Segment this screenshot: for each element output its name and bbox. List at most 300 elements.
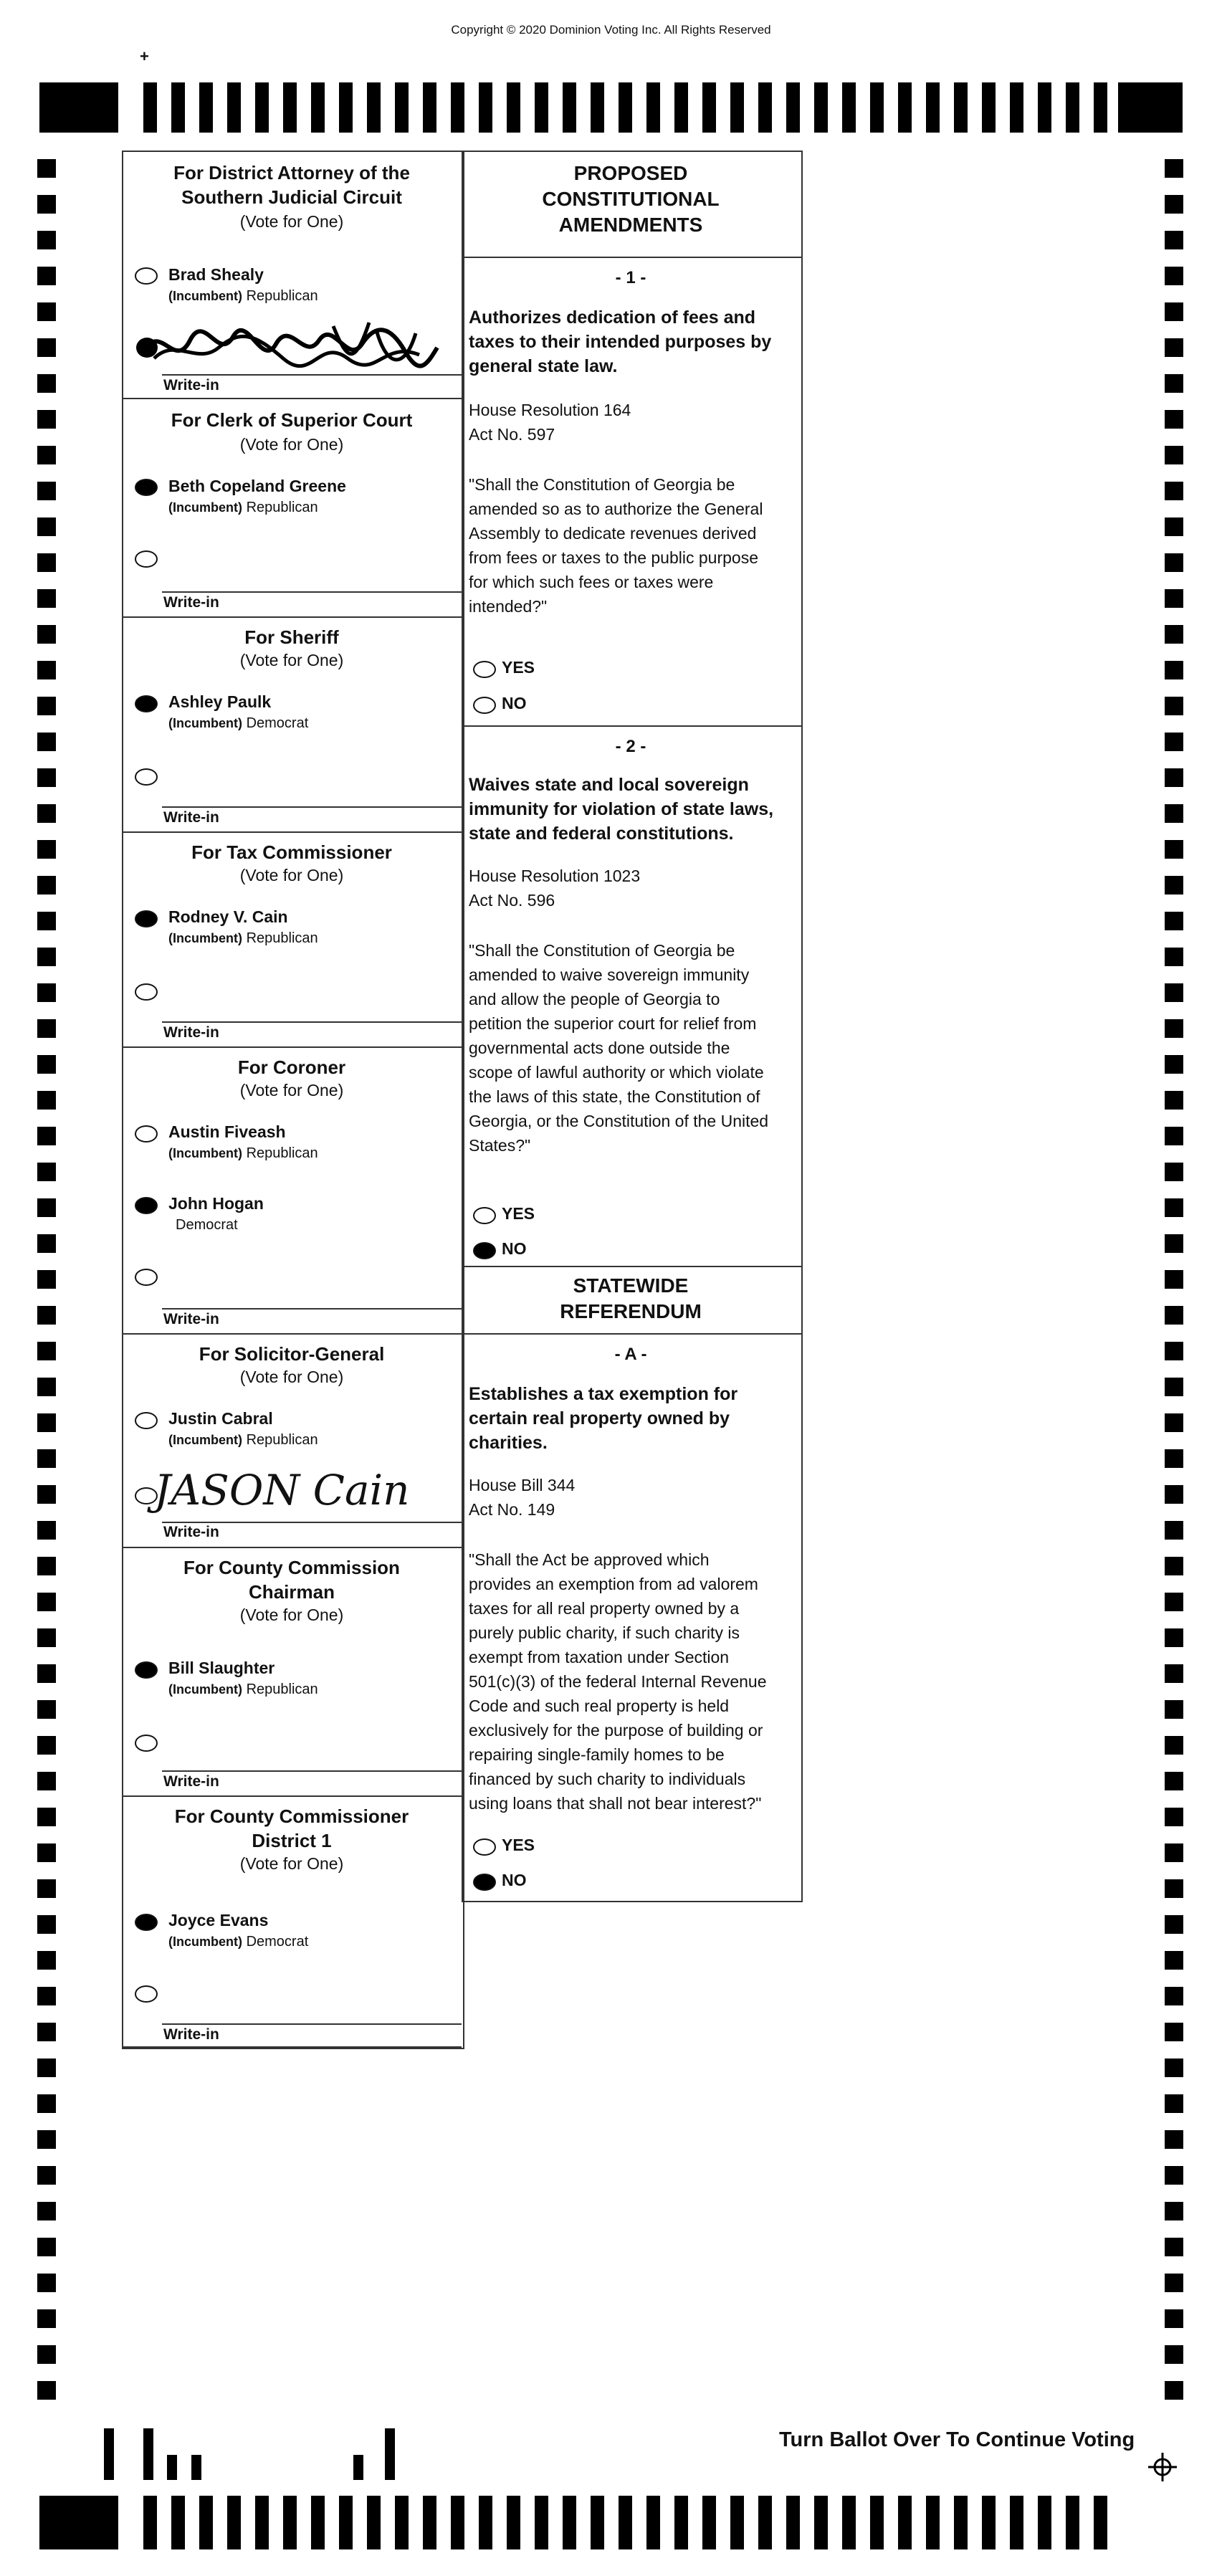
timing-square bbox=[37, 625, 56, 644]
contest-title: District 1 bbox=[252, 1830, 332, 1851]
timing-square bbox=[37, 267, 56, 285]
candidate-party bbox=[168, 930, 318, 947]
timing-square bbox=[37, 1306, 56, 1325]
registration-plus-mark: + bbox=[140, 47, 149, 65]
amendment-summary: Authorizes dedication of fees and bbox=[469, 307, 756, 328]
contest-title: For Clerk of Superior Court bbox=[171, 409, 413, 431]
section-divider bbox=[462, 257, 801, 258]
timing-square bbox=[1165, 1808, 1183, 1826]
write-in-line[interactable] bbox=[162, 591, 462, 593]
candidate-party bbox=[168, 715, 308, 732]
timing-tick bbox=[395, 2496, 409, 2549]
timing-tick bbox=[535, 2496, 548, 2549]
write-in-line[interactable] bbox=[162, 1770, 462, 1772]
vote-for-instruction: (Vote for One) bbox=[239, 651, 344, 669]
timing-square bbox=[1165, 1342, 1183, 1360]
vote-oval-write-in[interactable] bbox=[135, 550, 158, 568]
write-in-label: Write-in bbox=[163, 1773, 219, 1790]
timing-tick bbox=[1010, 82, 1023, 133]
amendment-summary: taxes to their intended purposes by bbox=[469, 332, 772, 352]
timing-tick bbox=[367, 82, 381, 133]
vote-oval-write-in[interactable] bbox=[135, 768, 158, 786]
timing-tick bbox=[1038, 2496, 1051, 2549]
timing-tick bbox=[171, 82, 185, 133]
vote-for-instruction: (Vote for One) bbox=[239, 1606, 344, 1624]
timing-square bbox=[1165, 2023, 1183, 2041]
timing-square bbox=[1165, 1449, 1183, 1468]
timing-square bbox=[1165, 1700, 1183, 1719]
party-label: Republican bbox=[246, 1681, 318, 1697]
question-text: Georgia, or the Constitution of the United bbox=[469, 1112, 769, 1130]
timing-square bbox=[1165, 1234, 1183, 1253]
candidate-party bbox=[168, 1145, 318, 1162]
left-timing-marks bbox=[37, 0, 56, 2576]
timing-square bbox=[37, 2345, 56, 2364]
question-text: exclusively for the purpose of building or bbox=[469, 1721, 763, 1740]
timing-tick bbox=[591, 82, 604, 133]
candidate-name: Justin Cabral bbox=[168, 1409, 273, 1428]
vote-oval-brad-shealy[interactable] bbox=[135, 267, 158, 285]
question-text: Assembly to dedicate revenues derived bbox=[469, 524, 757, 543]
timing-tick bbox=[870, 82, 884, 133]
timing-tick bbox=[199, 82, 213, 133]
timing-tick bbox=[898, 82, 912, 133]
timing-square bbox=[1165, 1485, 1183, 1504]
ballot-code-bars bbox=[104, 2423, 405, 2480]
vote-oval-referendum-no[interactable] bbox=[473, 1874, 496, 1891]
write-in-label: Write-in bbox=[163, 1311, 219, 1327]
vote-oval-justin-cabral[interactable] bbox=[135, 1412, 158, 1429]
timing-tick bbox=[339, 2496, 353, 2549]
contest-district-attorney bbox=[122, 151, 462, 399]
referendum-summary: charities. bbox=[469, 1433, 548, 1453]
contest-county-commissioner-district-1 bbox=[122, 1795, 462, 2048]
code-bar bbox=[353, 2455, 363, 2480]
timing-tick bbox=[954, 2496, 968, 2549]
right-timing-marks bbox=[1165, 0, 1183, 2576]
vote-oval-austin-fiveash[interactable] bbox=[135, 1125, 158, 1142]
contest-title: For Sheriff bbox=[244, 626, 339, 648]
timing-tick bbox=[730, 82, 744, 133]
amendment-summary: general state law. bbox=[469, 356, 618, 376]
timing-square bbox=[1165, 1306, 1183, 1325]
timing-tick bbox=[982, 2496, 996, 2549]
write-in-line[interactable] bbox=[162, 806, 462, 808]
vote-oval-write-in[interactable] bbox=[135, 983, 158, 1001]
timing-square bbox=[1165, 2309, 1183, 2328]
timing-square bbox=[1165, 1019, 1183, 1038]
timing-square bbox=[1165, 697, 1183, 715]
candidate-name: Rodney V. Cain bbox=[168, 907, 288, 926]
contest-clerk-superior-court bbox=[122, 398, 462, 618]
amendment-summary: Waives state and local sovereign bbox=[469, 775, 749, 795]
incumbent-label: (Incumbent) bbox=[168, 931, 242, 945]
timing-tick bbox=[255, 82, 269, 133]
timing-square bbox=[1165, 1270, 1183, 1289]
timing-square bbox=[1165, 1163, 1183, 1181]
incumbent-label: (Incumbent) bbox=[168, 289, 242, 303]
vote-for-instruction: (Vote for One) bbox=[239, 866, 344, 884]
write-in-label: Write-in bbox=[163, 1024, 219, 1041]
timing-square bbox=[37, 1808, 56, 1826]
vote-oval-write-in[interactable] bbox=[135, 1985, 158, 2003]
timing-tick bbox=[395, 82, 409, 133]
timing-square bbox=[1165, 733, 1183, 751]
timing-square bbox=[1165, 1091, 1183, 1110]
vote-oval-amendment2-yes[interactable] bbox=[473, 1207, 496, 1224]
timing-square bbox=[37, 1557, 56, 1575]
timing-square bbox=[37, 661, 56, 679]
amendments-heading: PROPOSED bbox=[573, 162, 688, 184]
timing-square bbox=[1165, 948, 1183, 966]
question-text: for which such fees or taxes were bbox=[469, 573, 714, 591]
timing-square bbox=[37, 1951, 56, 1970]
timing-square bbox=[1165, 482, 1183, 500]
vote-for-instruction: (Vote for One) bbox=[239, 1854, 344, 1873]
amendment-number: - 1 - bbox=[615, 268, 646, 287]
timing-square bbox=[1165, 195, 1183, 214]
timing-tick bbox=[758, 2496, 772, 2549]
timing-square bbox=[37, 2094, 56, 2113]
question-text: provides an exemption from ad valorem bbox=[469, 1575, 758, 1593]
timing-tick bbox=[367, 2496, 381, 2549]
timing-square bbox=[37, 195, 56, 214]
candidate-party bbox=[168, 1432, 318, 1449]
timing-square bbox=[1165, 1879, 1183, 1898]
timing-tick bbox=[619, 82, 632, 133]
timing-square bbox=[1165, 1593, 1183, 1611]
write-in-line[interactable] bbox=[162, 2023, 462, 2025]
code-bar bbox=[143, 2428, 153, 2480]
timing-square bbox=[37, 1915, 56, 1934]
candidate-party bbox=[168, 500, 318, 516]
timing-square bbox=[1165, 2345, 1183, 2364]
vote-oval-amendment1-no[interactable] bbox=[473, 697, 496, 714]
timing-tick bbox=[646, 2496, 660, 2549]
vote-oval-write-in[interactable] bbox=[135, 1269, 158, 1286]
scribbled-write-in bbox=[133, 319, 441, 376]
timing-tick bbox=[563, 2496, 576, 2549]
timing-tick bbox=[479, 2496, 492, 2549]
timing-square bbox=[37, 2381, 56, 2400]
timing-tick bbox=[339, 82, 353, 133]
timing-square bbox=[1165, 338, 1183, 357]
vote-oval-amendment2-no[interactable] bbox=[473, 1242, 496, 1259]
timing-tick bbox=[702, 82, 716, 133]
timing-square bbox=[37, 1987, 56, 2005]
timing-square bbox=[1165, 768, 1183, 787]
party-label: Republican bbox=[246, 288, 318, 304]
write-in-line[interactable] bbox=[162, 374, 462, 376]
timing-square bbox=[1165, 2381, 1183, 2400]
amendment-number: - 2 - bbox=[615, 737, 646, 756]
timing-tick bbox=[1094, 2496, 1107, 2549]
timing-square bbox=[37, 159, 56, 178]
timing-square bbox=[37, 1843, 56, 1862]
timing-tick bbox=[451, 82, 464, 133]
timing-square bbox=[1165, 2202, 1183, 2220]
write-in-line[interactable] bbox=[162, 1522, 462, 1523]
candidate-party bbox=[168, 1681, 318, 1698]
question-text: repairing single-family homes to be bbox=[469, 1745, 725, 1764]
vote-oval-rodney-v-cain[interactable] bbox=[135, 910, 158, 927]
incumbent-label: (Incumbent) bbox=[168, 716, 242, 730]
timing-square bbox=[1165, 625, 1183, 644]
timing-tick bbox=[898, 2496, 912, 2549]
contest-title: Southern Judicial Circuit bbox=[181, 186, 402, 208]
incumbent-label: (Incumbent) bbox=[168, 1146, 242, 1160]
contest-title: For Tax Commissioner bbox=[191, 841, 392, 863]
vote-for-instruction: (Vote for One) bbox=[239, 212, 344, 231]
question-text: petition the superior court for relief from bbox=[469, 1014, 757, 1033]
timing-tick bbox=[982, 82, 996, 133]
candidate-party bbox=[168, 1934, 308, 1950]
contest-title: For Solicitor-General bbox=[199, 1343, 385, 1365]
timing-square bbox=[1165, 661, 1183, 679]
turn-over-instruction: Turn Ballot Over To Continue Voting bbox=[779, 2428, 1135, 2451]
vote-oval-ashley-paulk[interactable] bbox=[135, 695, 158, 712]
question-text: and allow the people of Georgia to bbox=[469, 990, 720, 1008]
timing-tick bbox=[311, 82, 325, 133]
question-text: scope of lawful authority or which violate bbox=[469, 1063, 764, 1082]
timing-square bbox=[37, 410, 56, 429]
timing-tick bbox=[702, 2496, 716, 2549]
vote-oval-john-hogan[interactable] bbox=[135, 1197, 158, 1214]
timing-tick bbox=[1066, 82, 1079, 133]
timing-tick bbox=[619, 2496, 632, 2549]
timing-square bbox=[37, 733, 56, 751]
bottom-timing-marks bbox=[39, 2496, 1186, 2549]
timing-tick bbox=[926, 2496, 940, 2549]
vote-oval-referendum-yes[interactable] bbox=[473, 1838, 496, 1856]
vote-oval-bill-slaughter[interactable] bbox=[135, 1661, 158, 1679]
bill-number: House Bill 344 bbox=[469, 1476, 576, 1494]
write-in-label: Write-in bbox=[163, 2026, 219, 2043]
question-text: using loans that shall not bear interest?" bbox=[469, 1794, 762, 1813]
timing-square bbox=[37, 1449, 56, 1468]
timing-square bbox=[37, 302, 56, 321]
contest-title: Chairman bbox=[249, 1581, 335, 1603]
timing-tick bbox=[954, 82, 968, 133]
referendum-heading: REFERENDUM bbox=[560, 1300, 702, 1322]
timing-square bbox=[1165, 912, 1183, 930]
vote-oval-joyce-evans[interactable] bbox=[135, 1914, 158, 1931]
timing-square bbox=[37, 876, 56, 895]
timing-square bbox=[1165, 1413, 1183, 1432]
timing-tick bbox=[786, 82, 800, 133]
timing-tick bbox=[311, 2496, 325, 2549]
timing-square bbox=[37, 2238, 56, 2256]
timing-square bbox=[37, 446, 56, 464]
timing-square bbox=[1165, 804, 1183, 823]
timing-square bbox=[37, 482, 56, 500]
timing-square bbox=[1165, 2130, 1183, 2149]
code-bar bbox=[167, 2455, 177, 2480]
referendum-summary: Establishes a tax exemption for bbox=[469, 1384, 738, 1404]
timing-square bbox=[1165, 1198, 1183, 1217]
option-yes: YES bbox=[502, 1836, 535, 1854]
timing-square bbox=[1165, 1736, 1183, 1755]
timing-square bbox=[1165, 1628, 1183, 1647]
timing-square bbox=[37, 374, 56, 393]
timing-square bbox=[37, 804, 56, 823]
timing-square bbox=[1165, 1915, 1183, 1934]
timing-tick bbox=[423, 2496, 436, 2549]
party-label: Republican bbox=[246, 1145, 318, 1161]
timing-square bbox=[1165, 983, 1183, 1002]
question-text: "Shall the Act be approved which bbox=[469, 1550, 710, 1569]
vote-oval-beth-copeland-greene[interactable] bbox=[135, 479, 158, 496]
timing-tick bbox=[730, 2496, 744, 2549]
amendments-heading: AMENDMENTS bbox=[558, 214, 703, 236]
contest-solicitor-general bbox=[122, 1333, 462, 1548]
contest-tax-commissioner bbox=[122, 831, 462, 1048]
timing-tick bbox=[814, 82, 828, 133]
candidate-name: Bill Slaughter bbox=[168, 1659, 275, 1677]
timing-tick bbox=[227, 2496, 241, 2549]
question-text: amended to waive sovereign immunity bbox=[469, 965, 750, 984]
vote-oval-write-in[interactable] bbox=[135, 1735, 158, 1752]
timing-square bbox=[37, 1163, 56, 1181]
incumbent-label: (Incumbent) bbox=[168, 1682, 242, 1697]
vote-oval-amendment1-yes[interactable] bbox=[473, 661, 496, 678]
write-in-label: Write-in bbox=[163, 377, 219, 393]
candidate-name: John Hogan bbox=[168, 1194, 264, 1213]
vote-for-instruction: (Vote for One) bbox=[239, 1368, 344, 1386]
referendum-letter: - A - bbox=[614, 1345, 647, 1364]
timing-block bbox=[39, 2496, 118, 2549]
option-no: NO bbox=[502, 1239, 527, 1258]
question-text: "Shall the Constitution of Georgia be bbox=[469, 941, 735, 960]
timing-tick bbox=[758, 82, 772, 133]
timing-square bbox=[37, 517, 56, 536]
timing-square bbox=[37, 840, 56, 859]
party-label: Democrat bbox=[246, 1934, 309, 1950]
top-timing-marks bbox=[39, 82, 1186, 133]
timing-square bbox=[1165, 2059, 1183, 2077]
timing-square bbox=[37, 1664, 56, 1683]
question-text: Code and such real property is held bbox=[469, 1697, 730, 1715]
timing-square bbox=[1165, 302, 1183, 321]
question-text: taxes for all real property owned by a bbox=[469, 1599, 740, 1618]
timing-square bbox=[1165, 553, 1183, 572]
question-text: intended?" bbox=[469, 597, 548, 616]
timing-square bbox=[1165, 517, 1183, 536]
question-text: "Shall the Constitution of Georgia be bbox=[469, 475, 735, 494]
timing-square bbox=[1165, 1378, 1183, 1396]
timing-square bbox=[1165, 840, 1183, 859]
write-in-line[interactable] bbox=[162, 1308, 462, 1310]
write-in-label: Write-in bbox=[163, 594, 219, 611]
timing-square bbox=[1165, 2166, 1183, 2185]
question-text: exempt from taxation under Section bbox=[469, 1648, 730, 1666]
act-number: Act No. 149 bbox=[469, 1500, 555, 1519]
incumbent-label: (Incumbent) bbox=[168, 1433, 242, 1447]
timing-square bbox=[37, 2309, 56, 2328]
copyright-notice: Copyright © 2020 Dominion Voting Inc. All Rights Reserved bbox=[451, 23, 771, 37]
timing-square bbox=[37, 1342, 56, 1360]
timing-square bbox=[37, 1270, 56, 1289]
timing-square bbox=[37, 1055, 56, 1074]
section-divider bbox=[462, 725, 801, 727]
timing-tick bbox=[143, 2496, 157, 2549]
candidate-name: Beth Copeland Greene bbox=[168, 477, 346, 495]
section-divider bbox=[462, 1266, 801, 1267]
timing-square bbox=[1165, 410, 1183, 429]
write-in-line[interactable] bbox=[162, 1021, 462, 1023]
act-number: Act No. 596 bbox=[469, 891, 555, 910]
contest-sheriff bbox=[122, 616, 462, 833]
timing-square bbox=[37, 231, 56, 249]
timing-tick bbox=[507, 82, 520, 133]
timing-square bbox=[37, 338, 56, 357]
party-label: Republican bbox=[246, 500, 318, 515]
contest-title: For District Attorney of the bbox=[173, 162, 410, 183]
timing-square bbox=[1165, 1521, 1183, 1540]
amendment-summary: state and federal constitutions. bbox=[469, 824, 734, 844]
timing-tick bbox=[870, 2496, 884, 2549]
code-bar bbox=[104, 2428, 114, 2480]
option-yes: YES bbox=[502, 1204, 535, 1223]
timing-tick bbox=[842, 82, 856, 133]
candidate-name: Joyce Evans bbox=[168, 1911, 269, 1929]
question-text: purely public charity, if such charity is bbox=[469, 1623, 740, 1642]
timing-square bbox=[1165, 2238, 1183, 2256]
timing-square bbox=[37, 2202, 56, 2220]
write-in-label: Write-in bbox=[163, 1524, 219, 1540]
timing-tick bbox=[171, 2496, 185, 2549]
timing-tick bbox=[1066, 2496, 1079, 2549]
timing-square bbox=[37, 2130, 56, 2149]
timing-tick bbox=[1094, 82, 1107, 133]
timing-tick bbox=[255, 2496, 269, 2549]
option-no: NO bbox=[502, 1871, 527, 1889]
incumbent-label: (Incumbent) bbox=[168, 1935, 242, 1949]
amendments-heading: CONSTITUTIONAL bbox=[542, 188, 720, 210]
timing-square bbox=[1165, 446, 1183, 464]
timing-tick bbox=[674, 2496, 688, 2549]
amendment-summary: immunity for violation of state laws, bbox=[469, 799, 774, 819]
contest-title: For County Commissioner bbox=[174, 1805, 409, 1827]
handwritten-write-in: JASON Cain bbox=[154, 1466, 410, 1514]
timing-square bbox=[37, 2166, 56, 2185]
timing-square bbox=[37, 1413, 56, 1432]
timing-square bbox=[1165, 2094, 1183, 2113]
timing-square bbox=[37, 1879, 56, 1898]
timing-tick bbox=[786, 2496, 800, 2549]
candidate-party: Democrat bbox=[176, 1217, 238, 1233]
timing-square bbox=[37, 768, 56, 787]
timing-tick bbox=[674, 82, 688, 133]
resolution-number: House Resolution 164 bbox=[469, 401, 631, 419]
timing-square bbox=[37, 553, 56, 572]
timing-tick bbox=[143, 82, 157, 133]
code-bar bbox=[191, 2455, 201, 2480]
timing-square bbox=[37, 589, 56, 608]
timing-tick bbox=[199, 2496, 213, 2549]
timing-tick bbox=[283, 82, 297, 133]
referendum-summary: certain real property owned by bbox=[469, 1408, 730, 1428]
question-text: from fees or taxes to the public purpose bbox=[469, 548, 758, 567]
contest-title: For Coroner bbox=[237, 1056, 346, 1078]
timing-tick bbox=[507, 2496, 520, 2549]
timing-square bbox=[37, 1234, 56, 1253]
timing-square bbox=[37, 948, 56, 966]
timing-square bbox=[37, 1019, 56, 1038]
section-divider bbox=[462, 1333, 801, 1335]
timing-square bbox=[1165, 1664, 1183, 1683]
timing-tick bbox=[451, 2496, 464, 2549]
